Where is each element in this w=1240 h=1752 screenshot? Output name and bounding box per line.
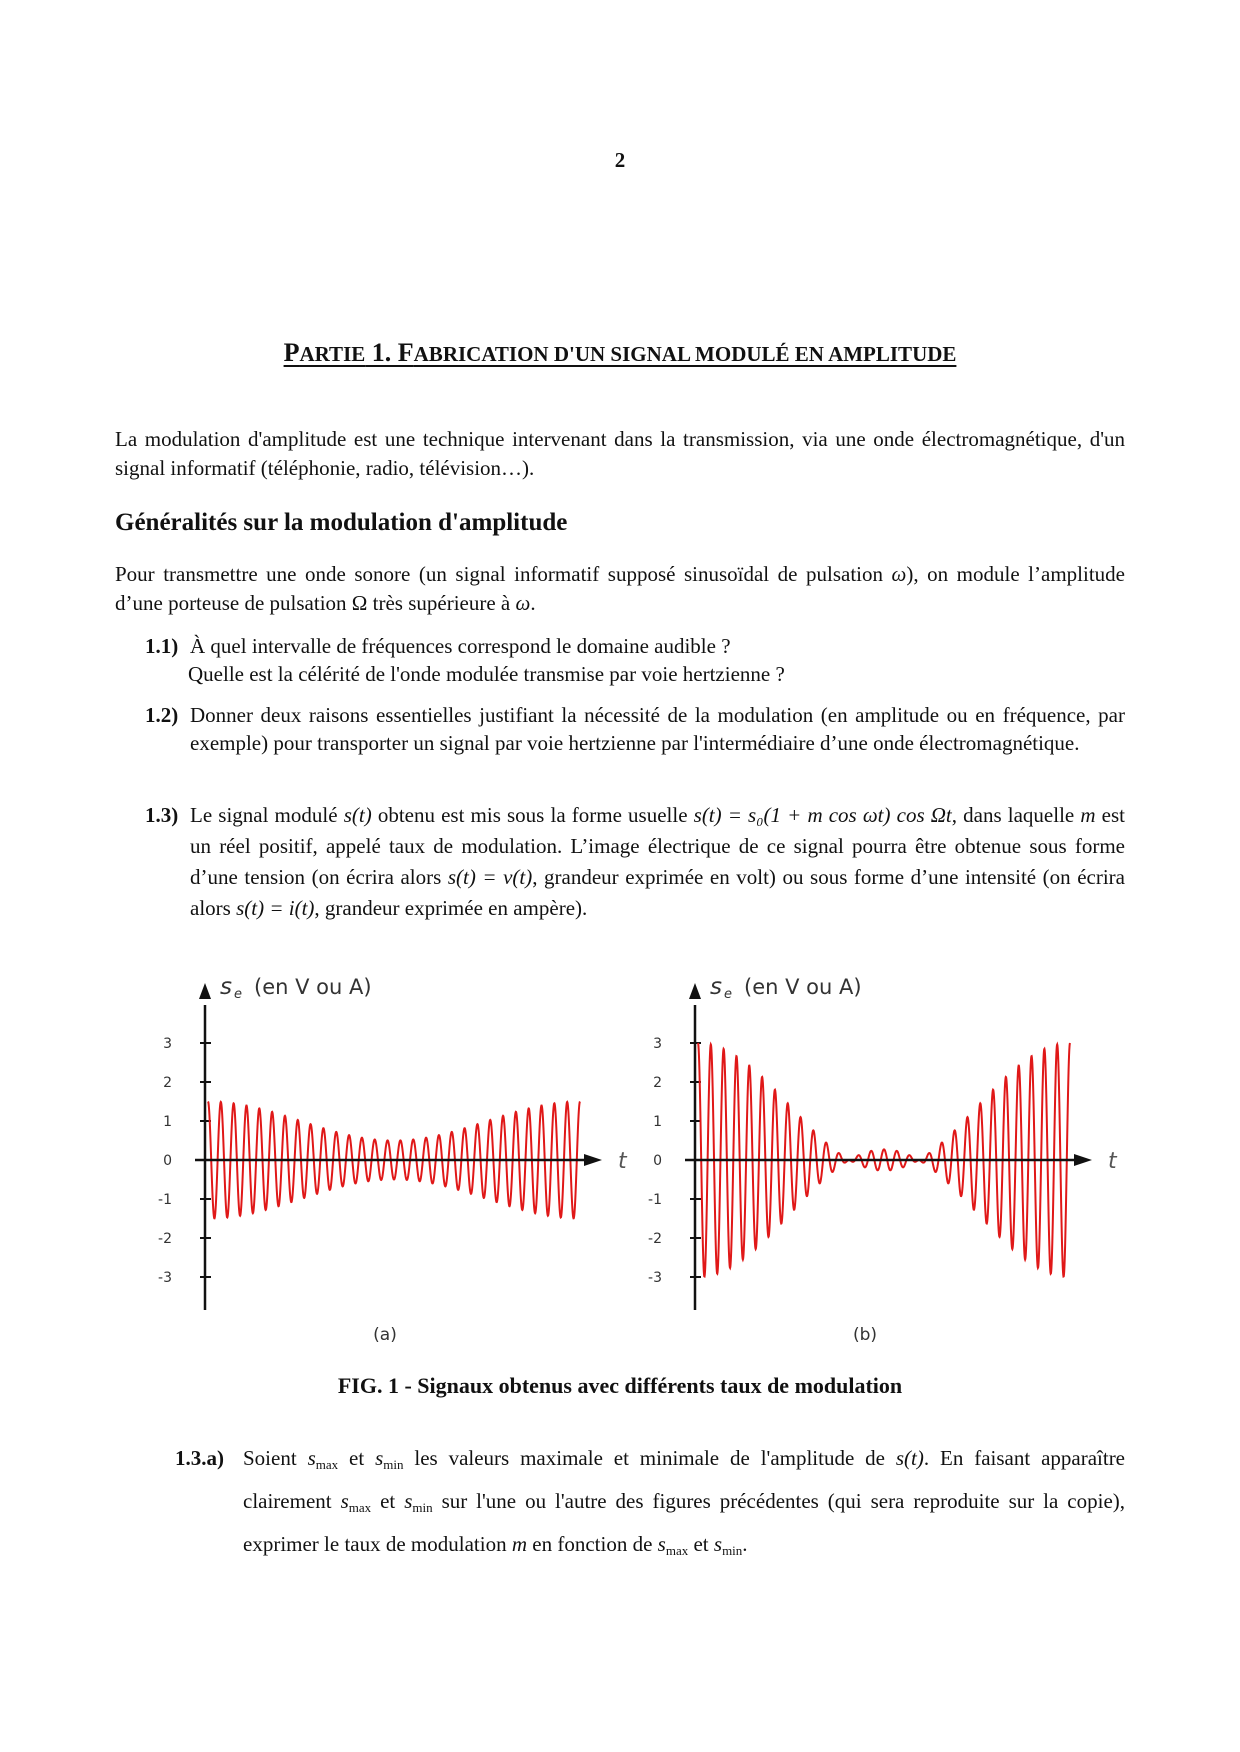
question-label: 1.2) bbox=[145, 703, 179, 727]
svg-text:(en V ou A): (en V ou A) bbox=[254, 975, 372, 999]
panel-label: (b) bbox=[852, 1325, 878, 1345]
y-tick-label: -2 bbox=[158, 1231, 172, 1247]
svg-text:s: s bbox=[220, 974, 232, 1000]
intro-paragraph: La modulation d'amplitude est une technique intervenant dans la transmission, via une onde électromagnétique, d'un signal informatif (téléphonie, radio, télévision…). bbox=[115, 427, 1125, 480]
x-axis-label: t bbox=[1108, 1149, 1117, 1174]
y-axis-arrow bbox=[689, 983, 701, 999]
y-tick-label: -2 bbox=[648, 1231, 662, 1247]
y-tick-label: 0 bbox=[163, 1153, 172, 1169]
y-tick-label: 3 bbox=[163, 1036, 172, 1052]
figure-caption: FIG. 1 - Signaux obtenus avec différents taux de modulation bbox=[337, 1373, 903, 1398]
svg-text:s: s bbox=[710, 974, 722, 1000]
question-1-1: 1.1) À quel intervalle de fréquences correspond le domaine audible ? Quelle est la célérité de l'onde modulée transmise par voie hertzienne ? bbox=[145, 634, 785, 686]
y-tick-label: 2 bbox=[163, 1075, 172, 1091]
question-label: 1.3.a) bbox=[175, 1446, 224, 1470]
y-tick-label: 1 bbox=[163, 1114, 172, 1130]
figure-panel-a bbox=[150, 965, 650, 1345]
x-axis-arrow bbox=[584, 1154, 602, 1166]
y-tick-label: -1 bbox=[158, 1192, 172, 1208]
svg-text:e: e bbox=[724, 987, 732, 1002]
y-tick-label: -1 bbox=[648, 1192, 662, 1208]
y-axis-arrow bbox=[199, 983, 211, 999]
question-1-2: 1.2) Donner deux raisons essentielles justifiant la nécessité de la modulation (en amplitude ou en fréquence, par exemple) pour transporter un signal par voie hertzienne par l'intermédiaire d’une onde électromagnétique. bbox=[145, 703, 1125, 755]
x-axis-label: t bbox=[618, 1149, 627, 1174]
y-tick-label: -3 bbox=[158, 1270, 172, 1286]
question-label: 1.3) bbox=[145, 803, 179, 827]
question-1-3-a: 1.3.a) Soient $s_{max}$ et $s_{min}$ les valeurs maximale et minimale de l'amplitude de s(t). En faisant apparaître clairement $s_{max}$ et $s_{min}$ sur l'une ou l'autre des figures précédentes (qui sera reproduite sur la copie), exprimer le taux de modulation m en fonction de $s_{max}$ et $s_{min}$. bbox=[175, 1440, 1125, 1569]
figure-panel-b bbox=[640, 965, 1140, 1345]
question-1-3: 1.3) Le signal modulé s(t) obtenu est mis sous la forme usuelle s(t) = s₀(1 + m cos ωt) cos Ωt, dans laquelle m est un réel positif, appelé taux de modulation. L’image électrique de ce signal pourra être obtenue sous forme d’une tension (on écrira alors s(t) = v(t), grandeur exprimée en volt) ou sous forme d’une intensité (on écrira alors s(t) = i(t), grandeur exprimée en ampère). bbox=[145, 800, 1125, 924]
section-paragraph: Pour transmettre une onde sonore (un signal informatif supposé sinusoïdal de pulsation ω), on module l’amplitude d’une porteuse de pulsation Ω très supérieure à ω. bbox=[115, 562, 1125, 615]
section-heading: Généralités sur la modulation d'amplitude bbox=[115, 509, 568, 536]
y-tick-label: 1 bbox=[653, 1114, 662, 1130]
y-tick-label: -3 bbox=[648, 1270, 662, 1286]
part-title: PARTIE 1. FABRICATION D'UN SIGNAL MODULÉ EN AMPLITUDE bbox=[283, 338, 957, 367]
svg-text:(en V ou A): (en V ou A) bbox=[744, 975, 862, 999]
svg-text:e: e bbox=[234, 987, 242, 1002]
y-tick-label: 3 bbox=[653, 1036, 662, 1052]
y-tick-label: 0 bbox=[653, 1153, 662, 1169]
page-number: 2 bbox=[614, 148, 626, 172]
question-label: 1.1) bbox=[145, 634, 179, 658]
panel-label: (a) bbox=[373, 1325, 397, 1345]
y-axis-label bbox=[710, 974, 862, 1002]
y-tick-label: 2 bbox=[653, 1075, 662, 1091]
x-axis-arrow bbox=[1074, 1154, 1092, 1166]
y-axis-label bbox=[220, 974, 372, 1002]
